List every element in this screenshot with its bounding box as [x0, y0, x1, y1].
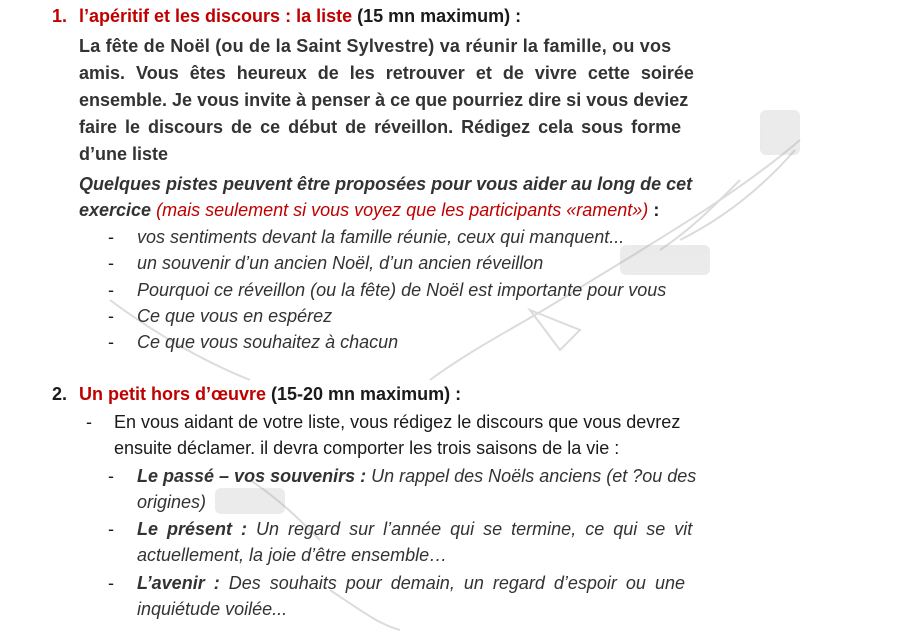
list-item: un souvenir d’un ancien Noël, d’un ancien réveillon: [137, 253, 544, 273]
list-item: Pourquoi ce réveillon (ou la fête) de Noël est importante pour vous: [137, 280, 667, 300]
hint-line-2: [79, 198, 659, 222]
list-item: vos sentiments devant la famille réunie, ceux qui manquent...: [137, 227, 625, 247]
intro-line-2: ensuite déclamer. il devra comporter les trois saisons de la vie :: [114, 438, 620, 458]
section2-duration: (15-20 mn maximum) :: [266, 384, 462, 404]
bullet-dash: -: [108, 519, 114, 539]
season-text: Un rappel des Noëls anciens (et ?ou des: [366, 466, 697, 486]
hint-end: :: [648, 200, 660, 220]
hint-bold: exercice: [79, 200, 152, 220]
season-label: Le présent :: [137, 519, 248, 539]
season-future-line-2: inquiétude voilée...: [137, 599, 288, 619]
season-label: Le passé – vos souvenirs :: [137, 466, 367, 486]
bullet-dash: -: [108, 253, 114, 273]
season-label: L’avenir :: [137, 573, 220, 593]
section2-heading: [79, 382, 461, 406]
section1-para-line-2: amis. Vous êtes heureux de les retrouver et de vivre cette soirée: [79, 63, 694, 83]
bullet-dash: -: [108, 332, 114, 352]
list-item: Ce que vous en espérez: [137, 306, 333, 326]
intro-dash: -: [86, 412, 92, 432]
season-text: Un regard sur l’année qui se termine, ce qui se vit: [247, 519, 693, 539]
para-text: La fête de Noël (ou de la Saint Sylvestre) va réunir la famille, ou vos: [79, 36, 672, 56]
bullet-dash: -: [108, 227, 114, 247]
season-text: Des souhaits pour demain, un regard d’espoir ou une: [219, 573, 685, 593]
section1-para-line-5: d’une liste: [79, 144, 169, 164]
hint-red: (mais seulement si vous voyez que les participants «rament»): [151, 200, 649, 220]
bullet-dash: -: [108, 466, 114, 486]
section2-title: Un petit hors d’œuvre: [79, 384, 267, 404]
hint-line-1: Quelques pistes peuvent être proposées pour vous aider au long de cet: [79, 174, 693, 194]
bullet-dash: -: [108, 280, 114, 300]
section1-para-line-4: faire le discours de ce début de réveillon. Rédigez cela sous forme: [79, 117, 682, 137]
intro-line-1: En vous aidant de votre liste, vous rédigez le discours que vous devrez: [114, 412, 681, 432]
section1-title: l’apéritif et les discours : la liste: [79, 6, 353, 26]
section1-para-line-3: ensemble. Je vous invite à penser à ce que pourriez dire si vous deviez: [79, 90, 689, 110]
section1-para-line-1: [79, 34, 803, 58]
season-past-line-2: origines): [137, 492, 207, 512]
season-future-line-1: [137, 571, 685, 595]
bullet-dash: -: [108, 306, 114, 326]
section1-heading: [79, 4, 521, 28]
section2-number: 2.: [52, 384, 68, 404]
list-item: Ce que vous souhaitez à chacun: [137, 332, 399, 352]
season-present-line-2: actuellement, la joie d’être ensemble…: [137, 545, 448, 565]
bullet-dash: -: [108, 573, 114, 593]
section1-duration: (15 mn maximum) :: [352, 6, 522, 26]
season-past-line-1: [137, 464, 696, 488]
section1-number: 1.: [52, 6, 68, 26]
season-present-line-1: [137, 517, 692, 541]
